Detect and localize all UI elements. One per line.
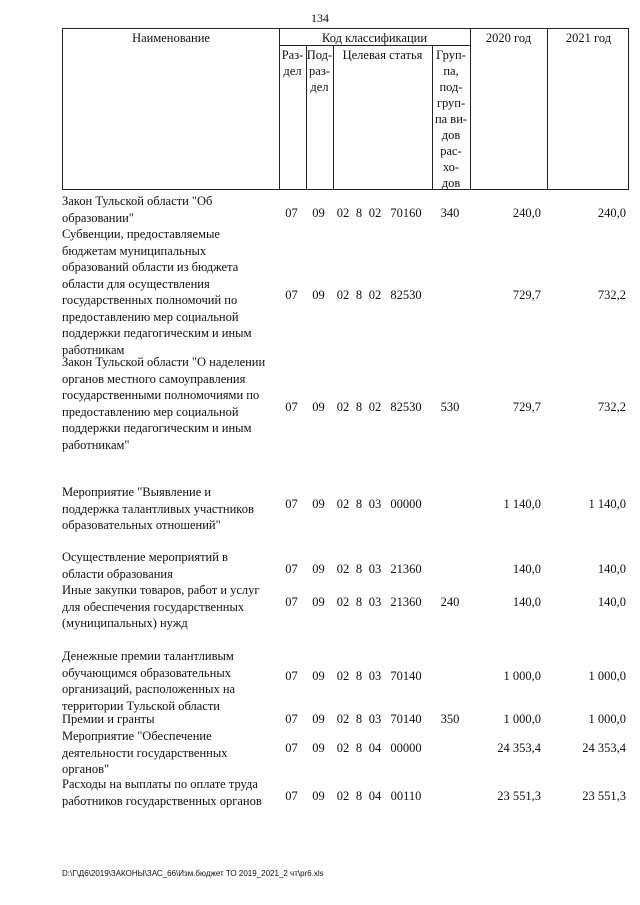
target-event-code: 03 [368,669,382,683]
amount-2020: 1 140,0 [503,497,541,511]
target-program-code: 02 [336,400,350,414]
header-target-item: Целевая статья [342,48,423,62]
target-program-code: 02 [336,712,350,726]
target-subprogram-code: 8 [355,206,363,220]
target-subprogram-code: 8 [355,669,363,683]
expense-group-code: 350 [440,712,460,726]
amount-2020: 140,0 [512,595,541,609]
header-subsection: Под- раз- дел [306,48,333,94]
subsection-code: 09 [312,562,325,576]
amount-2021: 23 551,3 [582,789,626,803]
target-event-code: 04 [368,741,382,755]
subsection-code: 09 [312,206,325,220]
amount-2020: 140,0 [512,562,541,576]
target-event-code: 03 [368,712,382,726]
row-name: Закон Тульской области "О наделении органов местного самоуправления государственными полномочиями по предоставлению мер социальной поддержки педагогическим и иным работникам" [62,355,266,452]
section-code: 07 [285,712,298,726]
subsection-code: 09 [312,741,325,755]
section-code: 07 [285,595,298,609]
target-direction-code: 21360 [390,595,422,609]
expense-group-code: 530 [440,400,460,414]
row-name: Премии и гранты [62,712,155,726]
amount-2021: 732,2 [597,400,626,414]
header-section: Раз- дел [281,48,304,78]
row-name: Иные закупки товаров, работ и услуг для обеспечения государственных (муниципальных) нужд [62,583,260,630]
row-name: Осуществление мероприятий в области образования [62,550,228,581]
target-program-code: 02 [336,497,350,511]
subsection-code: 09 [312,288,325,302]
amount-2021: 732,2 [597,288,626,302]
amount-2020: 240,0 [512,206,541,220]
section-code: 07 [285,562,298,576]
target-direction-code: 00000 [390,497,422,511]
target-direction-code: 00110 [390,789,422,803]
header-year-2021: 2021 год [565,31,612,45]
target-event-code: 03 [368,562,382,576]
header-year-2020: 2020 год [485,31,532,45]
amount-2021: 24 353,4 [582,741,626,755]
row-name: Закон Тульской области "Об образовании" [62,194,213,225]
target-direction-code: 00000 [390,741,422,755]
amount-2020: 729,7 [512,400,541,414]
target-subprogram-code: 8 [355,497,363,511]
amount-2021: 240,0 [597,206,626,220]
row-name: Субвенции, предоставляемые бюджетам муниципальных образований области из бюджета области для осуществления государственных полномочий по предоставлению мер социальной поддержки педагогическим и иным работникам [62,227,252,357]
section-code: 07 [285,497,298,511]
amount-2021: 140,0 [597,562,626,576]
target-event-code: 04 [368,789,382,803]
header-code-group: Код классификации [321,31,428,45]
target-subprogram-code: 8 [355,288,363,302]
row-name: Мероприятие "Обеспечение деятельности государственных органов" [62,729,228,776]
target-program-code: 02 [336,206,350,220]
header-name: Наименование [132,31,210,45]
target-subprogram-code: 8 [355,595,363,609]
target-subprogram-code: 8 [355,789,363,803]
target-program-code: 02 [336,288,350,302]
amount-2020: 1 000,0 [503,712,541,726]
row-name: Денежные премии талантливым обучающимся образовательных организаций, расположенных на территории Тульской области [62,649,236,713]
amount-2020: 729,7 [512,288,541,302]
subsection-code: 09 [312,789,325,803]
table-header [62,28,629,190]
amount-2021: 1 140,0 [588,497,626,511]
target-direction-code: 70160 [390,206,422,220]
target-subprogram-code: 8 [355,741,363,755]
section-code: 07 [285,400,298,414]
target-direction-code: 82530 [390,288,422,302]
section-code: 07 [285,669,298,683]
target-event-code: 02 [368,288,382,302]
amount-2020: 24 353,4 [497,741,541,755]
header-expense-group: Груп- па, под- груп- па ви- дов рас- хо- дов [434,48,468,190]
subsection-code: 09 [312,712,325,726]
target-event-code: 03 [368,595,382,609]
col-divider [333,45,334,189]
target-program-code: 02 [336,669,350,683]
target-subprogram-code: 8 [355,712,363,726]
subsection-code: 09 [312,595,325,609]
target-program-code: 02 [336,789,350,803]
subsection-code: 09 [312,669,325,683]
section-code: 07 [285,288,298,302]
target-direction-code: 21360 [390,562,422,576]
section-code: 07 [285,206,298,220]
subsection-code: 09 [312,400,325,414]
section-code: 07 [285,789,298,803]
section-code: 07 [285,741,298,755]
target-direction-code: 82530 [390,400,422,414]
target-subprogram-code: 8 [355,562,363,576]
target-program-code: 02 [336,741,350,755]
expense-group-code: 240 [440,595,460,609]
amount-2021: 140,0 [597,595,626,609]
amount-2020: 1 000,0 [503,669,541,683]
expense-group-code: 340 [440,206,460,220]
target-direction-code: 70140 [390,712,422,726]
target-direction-code: 70140 [390,669,422,683]
target-event-code: 02 [368,206,382,220]
target-subprogram-code: 8 [355,400,363,414]
page-number: 134 [311,11,329,25]
col-divider [470,29,471,189]
target-event-code: 03 [368,497,382,511]
amount-2021: 1 000,0 [588,712,626,726]
col-divider [547,29,548,189]
target-event-code: 02 [368,400,382,414]
target-program-code: 02 [336,562,350,576]
row-name: Мероприятие "Выявление и поддержка талантливых участников образовательных отношений" [62,485,254,532]
amount-2020: 23 551,3 [497,789,541,803]
row-name: Расходы на выплаты по оплате труда работников государственных органов [62,777,262,808]
amount-2021: 1 000,0 [588,669,626,683]
subsection-code: 09 [312,497,325,511]
file-path-footer: D:\Г\Д6\2019\ЗАКОНЫ\ЗАС_66\Изм.бюджет ТО 2019_2021_2 чт\pr6.xls [62,869,324,878]
target-program-code: 02 [336,595,350,609]
